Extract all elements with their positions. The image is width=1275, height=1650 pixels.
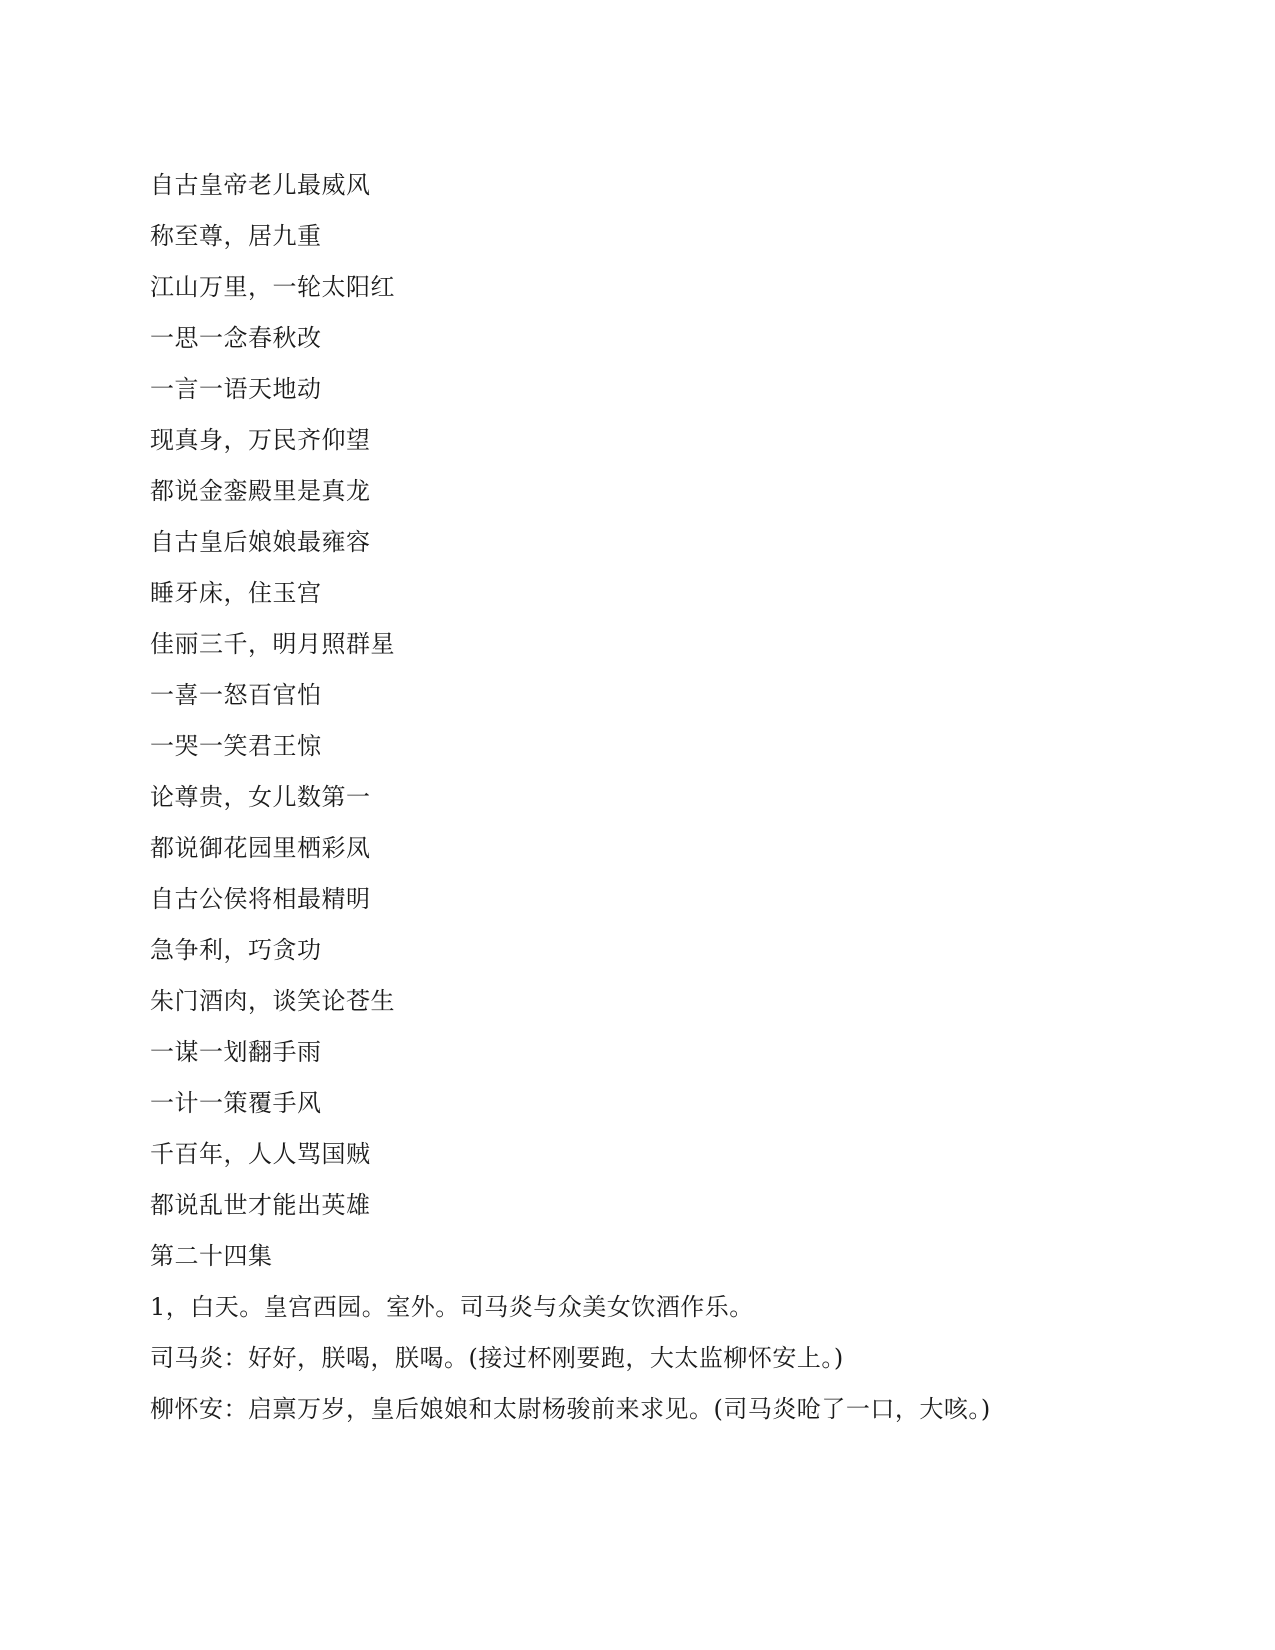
lyric-line: 自古皇后娘娘最雍容 [150,528,371,556]
lyric-line: 一哭一笑君王惊 [150,732,322,760]
lyric-line: 一喜一怒百官怕 [150,681,322,709]
document-body [150,160,1150,1435]
lyric-line: 一言一语天地动 [150,375,322,403]
episode-heading: 第二十四集 [150,1242,273,1270]
lyric-line: 论尊贵，女儿数第一 [150,783,371,811]
lyric-line: 急争利，巧贪功 [150,936,322,964]
lyric-line: 一思一念春秋改 [150,324,322,352]
lyric-line: 现真身，万民齐仰望 [150,426,371,454]
dialogue-line: 司马炎：好好，朕喝，朕喝。(接过杯刚要跑，大太监柳怀安上。) [150,1344,844,1372]
lyric-line: 都说御花园里栖彩凤 [150,834,371,862]
lyric-line: 自古公侯将相最精明 [150,885,371,913]
lyric-line: 江山万里，一轮太阳红 [150,273,395,301]
dialogue-line: 柳怀安：启禀万岁，皇后娘娘和太尉杨骏前来求见。(司马炎呛了一口，大咳。) [150,1395,991,1423]
lyric-line: 都说乱世才能出英雄 [150,1191,371,1219]
lyric-line: 都说金銮殿里是真龙 [150,477,371,505]
lyric-line: 自古皇帝老儿最威风 [150,171,371,199]
lyric-line: 朱门酒肉，谈笑论苍生 [150,987,395,1015]
lyric-line: 佳丽三千，明月照群星 [150,630,395,658]
lyric-line: 千百年，人人骂国贼 [150,1140,371,1168]
lyric-line: 一谋一划翻手雨 [150,1038,322,1066]
scene-heading: 1，白天。皇宫西园。室外。司马炎与众美女饮酒作乐。 [150,1293,754,1321]
lyric-line: 睡牙床，住玉宫 [150,579,322,607]
lyric-line: 称至尊，居九重 [150,222,322,250]
lyric-line: 一计一策覆手风 [150,1089,322,1117]
